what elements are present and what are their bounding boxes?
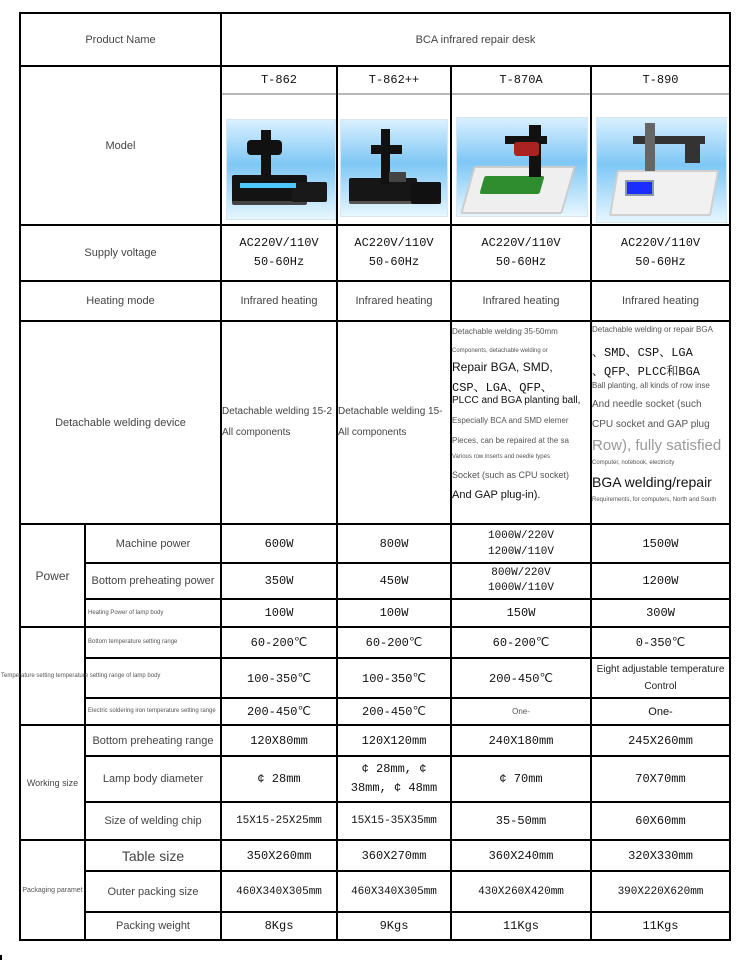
model-label: Model — [105, 139, 136, 152]
table-size-t890: 320X330mm — [628, 848, 693, 863]
welding-chip-t862: 15X15-25X25mm — [236, 815, 322, 827]
bottom-preheat-range-t862plus: 120X120mm — [361, 733, 427, 748]
heating-mode-t870a: Infrared heating — [482, 295, 560, 307]
bottom-preheat-power-t890: 1200W — [642, 574, 679, 588]
bottom-preheat-range-label: Bottom preheating range — [92, 734, 214, 747]
t890-photo — [596, 117, 727, 223]
bottom-temp-t890: 0-350℃ — [635, 636, 686, 650]
heating-mode-t862: Infrared heating — [240, 295, 318, 307]
table-border-bottom — [19, 939, 731, 941]
table-size-t862plus: 360X270mm — [361, 848, 427, 863]
model-name-t862plus: T-862++ — [368, 73, 420, 87]
welding-chip-t870a: 35-50mm — [495, 814, 547, 828]
bottom-temp-t862: 60-200℃ — [250, 636, 308, 650]
outer-packing-t862: 460X340X305mm — [236, 885, 322, 898]
supply-voltage-t862plus: AC220V/110V 50-60Hz — [354, 236, 434, 269]
bottom-preheat-power-label: Bottom preheating power — [91, 575, 215, 587]
table-row-divider — [220, 93, 730, 95]
detachable-t870a: Detachable welding 35-50mm Components, detachable welding or Repair BGA, SMD, CSP、LGA、QFP、 PLCC and BGA planting ball, Especially BCA and SMD elemer Pieces, can be repaired at the sa Various row inserts and needle types Socket (such as CPU socket) And GAP plug-in). — [452, 327, 581, 501]
t870a-photo — [456, 117, 588, 217]
outer-packing-label: Outer packing size — [107, 885, 199, 898]
bottom-preheat-power-t862: 350W — [264, 574, 294, 588]
lamp-diameter-label: Lamp body diameter — [102, 773, 204, 785]
model-name-t890: T-890 — [642, 73, 679, 87]
lamp-power-t862: 100W — [264, 606, 294, 620]
heating-mode-t862plus: Infrared heating — [355, 295, 433, 307]
detachable-t862plus: Detachable welding 15- All components — [338, 406, 443, 438]
machine-power-label: Machine power — [115, 537, 191, 550]
machine-power-t862: 600W — [264, 536, 294, 551]
iron-temp-label: Electric soldering iron temperature setting range — [88, 708, 216, 714]
bottom-preheat-power-t870a: 800W/220V 1000W/110V — [487, 567, 554, 594]
packing-weight-t862: 8Kgs — [264, 919, 294, 933]
supply-voltage-t862: AC220V/110V 50-60Hz — [239, 236, 319, 269]
packing-weight-t870a: 11Kgs — [502, 919, 539, 933]
supply-voltage-label: Supply voltage — [84, 247, 157, 259]
machine-power-t870a: 1000W/220V 1200W/110V — [487, 529, 554, 558]
heating-mode-label: Heating mode — [86, 295, 155, 307]
iron-temp-t870a: One- — [512, 707, 530, 716]
bottom-temp-t862plus: 60-200℃ — [365, 636, 423, 650]
lamp-power-t862plus: 100W — [379, 606, 409, 620]
lamp-power-t890: 300W — [646, 606, 675, 620]
model-name-t870a: T-870A — [499, 73, 543, 87]
welding-chip-label: Size of welding chip — [104, 815, 202, 827]
lamp-power-label: Heating Power of lamp body — [88, 609, 164, 616]
iron-temp-t862plus: 200-450℃ — [362, 705, 426, 719]
bottom-preheat-range-t870a: 240X180mm — [488, 733, 554, 748]
iron-temp-t890: One- — [648, 705, 673, 718]
table-size-t862: 350X260mm — [246, 848, 312, 863]
machine-power-t862plus: 800W — [379, 536, 409, 551]
page-mark — [0, 955, 2, 960]
outer-packing-t870a: 430X260X420mm — [478, 885, 564, 898]
lamp-diameter-t862plus: ¢ 28mm, ¢ 38mm, ¢ 48mm — [350, 762, 438, 795]
bottom-preheat-range-t862: 120X80mm — [250, 733, 308, 748]
iron-temp-t862: 200-450℃ — [247, 705, 311, 719]
outer-packing-t890: 390X220X620mm — [617, 885, 704, 898]
t862plus-photo — [340, 119, 448, 217]
machine-power-t890: 1500W — [642, 536, 679, 551]
t862-photo — [226, 119, 336, 220]
packing-weight-label: Packing weight — [116, 920, 190, 932]
lamp-temp-t862plus: 100-350℃ — [362, 671, 426, 686]
detachable-t862: Detachable welding 15-2 All components — [222, 406, 333, 438]
detachable-t890: Detachable welding or repair BGA 、SMD、CSP、LGA 、QFP、PLCC和BGA Ball planting, all kinds of row inse And needle socket (such CPU socket and GAP plug Row), fully satisfied Computer, notebook, electricity BGA welding/repair Requirements, for computers, North and South — [592, 325, 722, 503]
packing-weight-t862plus: 9Kgs — [379, 919, 409, 933]
lamp-temp-t890: Eight adjustable temperature Control — [596, 664, 725, 692]
product-name-label: Product Name — [85, 33, 156, 46]
power-label: Power — [35, 568, 70, 583]
supply-voltage-t870a: AC220V/110V 50-60Hz — [481, 236, 561, 269]
packaging-label: Packaging paramet — [22, 886, 83, 894]
welding-chip-t862plus: 15X15-35X35mm — [351, 815, 437, 827]
detachable-label: Detachable welding device — [55, 416, 186, 429]
heating-mode-t890: Infrared heating — [621, 295, 700, 307]
product-name-value: BCA infrared repair desk — [415, 33, 536, 46]
welding-chip-t890: 60X60mm — [635, 814, 686, 828]
lamp-diameter-t870a: ¢ 70mm — [499, 772, 543, 786]
table-border-right — [729, 12, 731, 941]
bottom-temp-label: Bottom temperature setting range — [88, 639, 178, 645]
working-size-label: Working size — [26, 777, 79, 788]
temperature-group-label: Temperature setting temperature setting range of lamp body — [1, 672, 161, 679]
bottom-preheat-range-t890: 245X260mm — [628, 733, 693, 748]
outer-packing-t862plus: 460X340X305mm — [351, 885, 437, 898]
bottom-preheat-power-t862plus: 450W — [379, 574, 409, 588]
bottom-temp-t870a: 60-200℃ — [492, 636, 550, 650]
table-size-label: Table size — [121, 847, 185, 864]
packing-weight-t890: 11Kgs — [642, 919, 679, 933]
model-name-t862: T-862 — [260, 73, 297, 87]
lamp-temp-t862: 100-350℃ — [247, 671, 311, 686]
lamp-diameter-t890: 70X70mm — [635, 772, 686, 786]
lamp-diameter-t862: ¢ 28mm — [257, 772, 301, 786]
supply-voltage-t890: AC220V/110V 50-60Hz — [620, 236, 701, 269]
lamp-power-t870a: 150W — [506, 606, 536, 620]
lamp-temp-t870a: 200-450℃ — [489, 671, 553, 686]
table-size-t870a: 360X240mm — [488, 848, 554, 863]
